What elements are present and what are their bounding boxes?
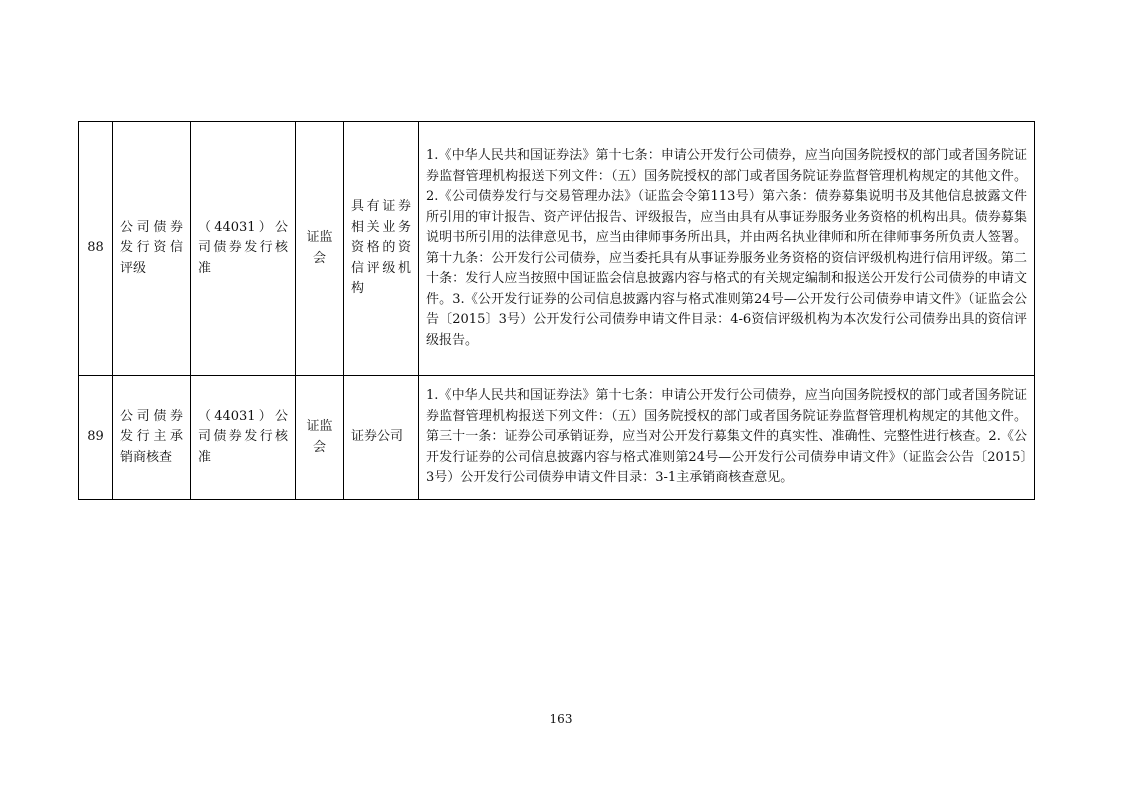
service-provider: 具有证券相关业务资格的资信评级机构 (344, 122, 419, 376)
service-provider: 证券公司 (344, 376, 419, 500)
row-number: 89 (79, 376, 113, 500)
approval-item: （44031）公司债券发行核准 (191, 122, 296, 376)
page-number: 163 (549, 712, 573, 726)
requirements-table (78, 121, 1035, 500)
table-row (79, 376, 1035, 500)
department: 证监会 (296, 122, 344, 376)
row-number: 88 (79, 122, 113, 376)
table-row (79, 122, 1035, 376)
approval-item: （44031）公司债券发行核准 (191, 376, 296, 500)
legal-basis: 1.《中华人民共和国证券法》第十七条：申请公开发行公司债券，应当向国务院授权的部门或者国务院证券监督管理机构报送下列文件：（五）国务院授权的部门或者国务院证券监督管理机构规定的其他文件。2.《公司债券发行与交易管理办法》（证监会令第113号）第六条：债券募集说明书及其他信息披露文件所引用的审计报告、资产评估报告、评级报告，应当由具有从事证券服务业务资格的机构出具。债券募集说明书所引用的法律意见书，应当由律师事务所出具，并由两名执业律师和所在律师事务所负责人签署。第十九条：公开发行公司债券，应当委托具有从事证券服务业务资格的资信评级机构进行信用评级。第二十条：发行人应当按照中国证监会信息披露内容与格式的有关规定编制和报送公开发行公司债券的申请文件。3.《公开发行证券的公司信息披露内容与格式准则第24号—公开发行公司债券申请文件》（证监会公告〔2015〕3号）公开发行公司债券申请文件目录：4-6资信评级机构为本次发行公司债券出具的资信评级报告。 (419, 122, 1035, 376)
item-name: 公司债券发行主承销商核查 (113, 376, 191, 500)
department: 证监会 (296, 376, 344, 500)
legal-basis: 1.《中华人民共和国证券法》第十七条：申请公开发行公司债券，应当向国务院授权的部门或者国务院证券监督管理机构报送下列文件：（五）国务院授权的部门或者国务院证券监督管理机构规定的其他文件。第三十一条：证券公司承销证券，应当对公开发行募集文件的真实性、准确性、完整性进行核查。2.《公开发行证券的公司信息披露内容与格式准则第24号—公开发行公司债券申请文件》（证监会公告〔2015〕3号）公开发行公司债券申请文件目录：3-1主承销商核查意见。 (419, 376, 1035, 500)
item-name: 公司债券发行资信评级 (113, 122, 191, 376)
